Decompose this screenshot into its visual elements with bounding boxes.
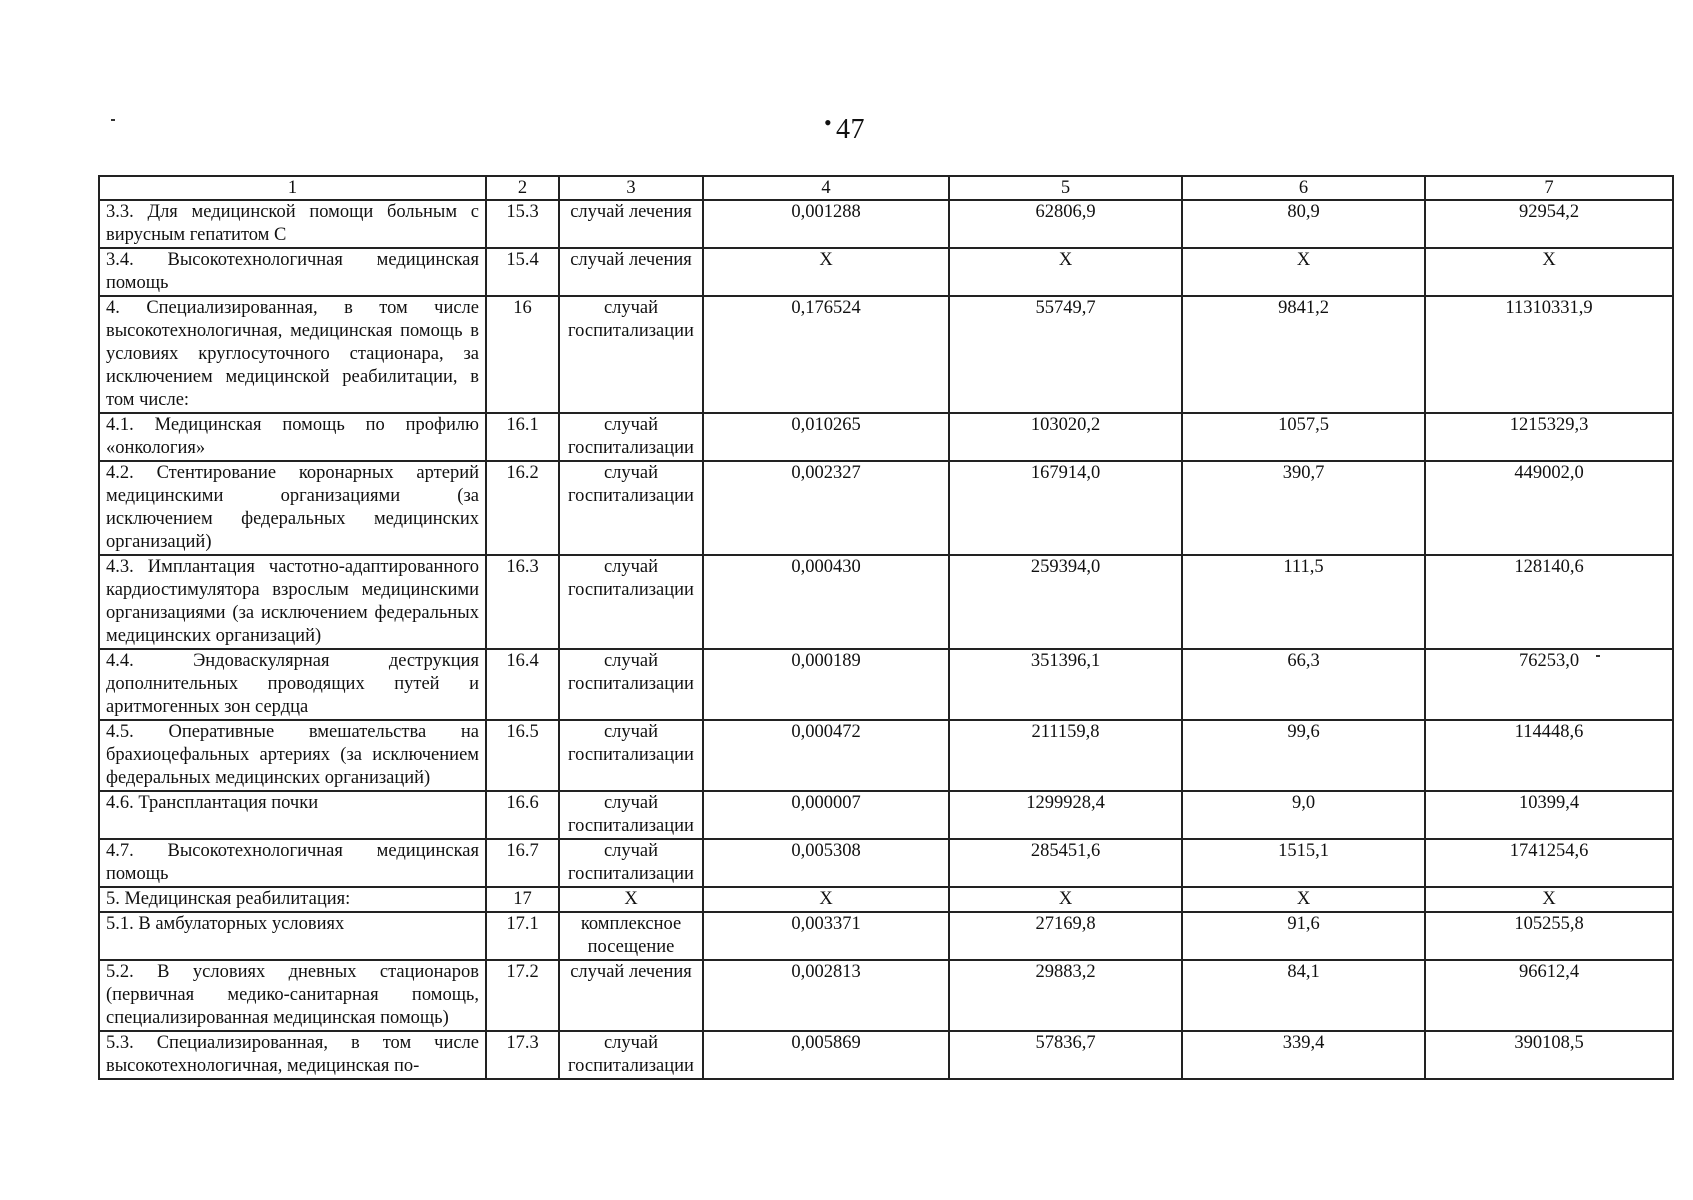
row-value-col5: X [949,887,1182,912]
scan-dot: • [824,110,833,135]
row-value-col5: 57836,7 [949,1031,1182,1079]
row-value-col5: 285451,6 [949,839,1182,887]
row-value-col4: 0,005869 [703,1031,949,1079]
row-value-col6: 99,6 [1182,720,1425,791]
row-value-col5: 55749,7 [949,296,1182,413]
row-value-col5: 211159,8 [949,720,1182,791]
table-row [99,296,1673,413]
table-row [99,649,1673,720]
table-row [99,960,1673,1031]
table-row [99,200,1673,248]
row-value-col7: 96612,4 [1425,960,1673,1031]
row-unit-cell: случай госпитализации [559,461,703,555]
table-row [99,912,1673,960]
row-code-cell: 16.1 [486,413,559,461]
row-value-col4: 0,000007 [703,791,949,839]
table-row [99,1031,1673,1079]
row-value-col6: 9841,2 [1182,296,1425,413]
row-value-col4: 0,010265 [703,413,949,461]
table-row [99,839,1673,887]
row-value-col4: 0,000472 [703,720,949,791]
row-value-col4: 0,001288 [703,200,949,248]
row-unit-cell: случай лечения [559,960,703,1031]
page-number [824,110,865,146]
row-value-col5: X [949,248,1182,296]
header-cell: 7 [1425,176,1673,200]
row-unit-cell: случай госпитализации [559,791,703,839]
row-name-cell: 4. Специализированная, в том числе высокотехнологичная, медицинская помощь в условиях круглосуточного стационара, за исключением медицинской реабилитации, в том числе: [99,296,486,413]
row-value-col4: 0,002327 [703,461,949,555]
row-value-col5: 167914,0 [949,461,1182,555]
row-value-col6: 390,7 [1182,461,1425,555]
header-cell: 2 [486,176,559,200]
row-value-col4: X [703,248,949,296]
header-cell: 1 [99,176,486,200]
row-name-cell: 4.2. Стентирование коронарных артерий медицинскими организациями (за исключением федеральных медицинских организаций) [99,461,486,555]
row-name-cell: 5. Медицинская реабилитация: [99,887,486,912]
table-row [99,413,1673,461]
row-name-cell: 3.4. Высокотехнологичная медицинская помощь [99,248,486,296]
row-value-col6: 84,1 [1182,960,1425,1031]
row-code-cell: 17.2 [486,960,559,1031]
page-number-text: 47 [836,114,865,145]
table-row [99,887,1673,912]
row-value-col7: 10399,4 [1425,791,1673,839]
row-code-cell: 16.6 [486,791,559,839]
row-value-col5: 27169,8 [949,912,1182,960]
row-code-cell: 16.4 [486,649,559,720]
row-unit-cell: случай госпитализации [559,413,703,461]
row-value-col6: 9,0 [1182,791,1425,839]
row-value-col6: 1515,1 [1182,839,1425,887]
row-value-col6: 91,6 [1182,912,1425,960]
row-name-cell: 3.3. Для медицинской помощи больным с вирусным гепатитом С [99,200,486,248]
row-name-cell: 4.3. Имплантация частотно-адаптированного кардиостимулятора взрослым медицинскими организациями (за исключением федеральных медицинских организаций) [99,555,486,649]
row-name-cell: 4.4. Эндоваскулярная деструкция дополнительных проводящих путей и аритмогенных зон сердца [99,649,486,720]
row-value-col5: 1299928,4 [949,791,1182,839]
row-value-col7: 390108,5 [1425,1031,1673,1079]
row-value-col5: 351396,1 [949,649,1182,720]
row-value-col6: 111,5 [1182,555,1425,649]
row-value-col4: 0,005308 [703,839,949,887]
row-value-col6: 66,3 [1182,649,1425,720]
row-code-cell: 16.7 [486,839,559,887]
table-row [99,720,1673,791]
scan-speck [111,119,115,121]
row-value-col7: 449002,0 [1425,461,1673,555]
row-value-col6: 1057,5 [1182,413,1425,461]
row-value-col7: 114448,6 [1425,720,1673,791]
row-name-cell: 4.1. Медицинская помощь по профилю «онкология» [99,413,486,461]
row-value-col7: 92954,2 [1425,200,1673,248]
row-value-col7: 105255,8 [1425,912,1673,960]
row-value-col5: 103020,2 [949,413,1182,461]
row-value-col7: X [1425,248,1673,296]
row-code-cell: 16.3 [486,555,559,649]
row-name-cell: 4.7. Высокотехнологичная медицинская помощь [99,839,486,887]
row-code-cell: 17 [486,887,559,912]
row-value-col7: X [1425,887,1673,912]
row-unit-cell: случай госпитализации [559,839,703,887]
row-value-col4: 0,000189 [703,649,949,720]
row-value-col5: 62806,9 [949,200,1182,248]
row-unit-cell: случай госпитализации [559,296,703,413]
table-row [99,791,1673,839]
row-unit-cell: X [559,887,703,912]
row-value-col4: 0,002813 [703,960,949,1031]
row-code-cell: 16.5 [486,720,559,791]
row-name-cell: 5.2. В условиях дневных стационаров (первичная медико-санитарная помощь, специализированная медицинская помощь) [99,960,486,1031]
row-code-cell: 15.4 [486,248,559,296]
row-value-col6: X [1182,887,1425,912]
header-cell: 6 [1182,176,1425,200]
table-header-row [99,176,1673,200]
row-code-cell: 17.1 [486,912,559,960]
table-row [99,248,1673,296]
table-row [99,461,1673,555]
row-code-cell: 16 [486,296,559,413]
row-unit-cell: случай госпитализации [559,649,703,720]
row-code-cell: 15.3 [486,200,559,248]
row-value-col4: X [703,887,949,912]
header-cell: 5 [949,176,1182,200]
row-name-cell: 5.3. Специализированная, в том числе высокотехнологичная, медицинская по- [99,1031,486,1079]
row-code-cell: 16.2 [486,461,559,555]
data-table [98,175,1674,1080]
row-unit-cell: случай госпитализации [559,1031,703,1079]
table-row [99,555,1673,649]
header-cell: 3 [559,176,703,200]
row-value-col5: 259394,0 [949,555,1182,649]
row-name-cell: 5.1. В амбулаторных условиях [99,912,486,960]
header-cell: 4 [703,176,949,200]
row-value-col7: 1215329,3 [1425,413,1673,461]
row-value-col5: 29883,2 [949,960,1182,1031]
row-unit-cell: случай госпитализации [559,555,703,649]
row-code-cell: 17.3 [486,1031,559,1079]
row-value-col4: 0,003371 [703,912,949,960]
row-name-cell: 4.6. Трансплантация почки [99,791,486,839]
row-name-cell: 4.5. Оперативные вмешательства на брахиоцефальных артериях (за исключением федеральных медицинских организаций) [99,720,486,791]
row-value-col7: 11310331,9 [1425,296,1673,413]
row-unit-cell: случай лечения [559,248,703,296]
row-value-col7: 76253,0 [1425,649,1673,720]
row-unit-cell: случай лечения [559,200,703,248]
row-value-col6: 80,9 [1182,200,1425,248]
row-unit-cell: комплексное посещение [559,912,703,960]
row-value-col4: 0,176524 [703,296,949,413]
row-value-col7: 128140,6 [1425,555,1673,649]
row-unit-cell: случай госпитализации [559,720,703,791]
row-value-col6: X [1182,248,1425,296]
row-value-col6: 339,4 [1182,1031,1425,1079]
row-value-col4: 0,000430 [703,555,949,649]
row-value-col7: 1741254,6 [1425,839,1673,887]
